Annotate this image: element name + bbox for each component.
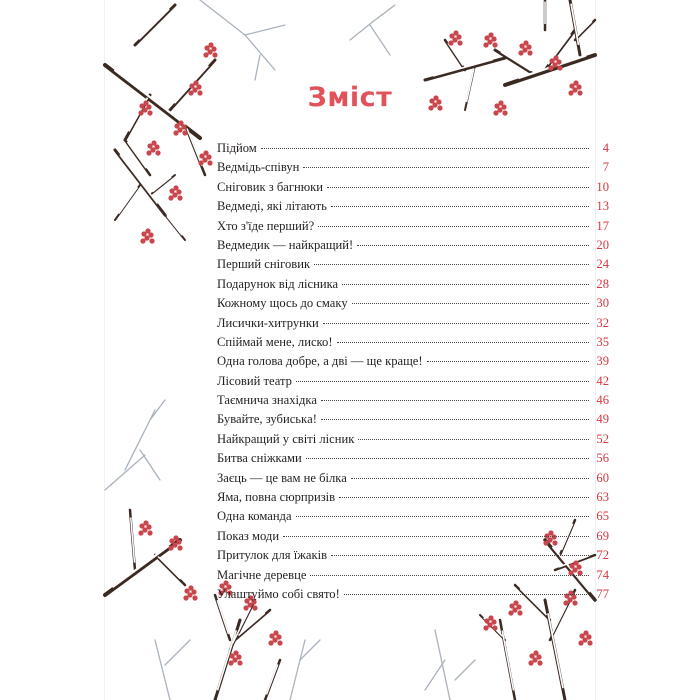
dot-leader — [339, 487, 589, 498]
snow-cap — [502, 631, 513, 691]
pale-twig — [435, 630, 450, 700]
berry — [151, 140, 156, 145]
snow-cap — [433, 60, 493, 77]
dot-leader — [261, 138, 589, 149]
toc-entry-page-number: 32 — [596, 315, 609, 330]
berry — [488, 32, 493, 37]
toc-entry-title: Одна команда — [217, 509, 292, 524]
dot-leader — [327, 177, 589, 188]
toc-entry-page-number: 17 — [596, 218, 609, 233]
berry — [273, 630, 278, 635]
toc-entry-title: Таємнича знахідка — [217, 393, 317, 408]
berry — [488, 615, 493, 620]
berry — [508, 610, 513, 615]
toc-entry-page-number: 46 — [596, 393, 609, 408]
toc-entry-page-number: 49 — [596, 412, 609, 427]
snow-cap — [119, 187, 138, 213]
toc-entry-title: Спіймай мене, лиско! — [217, 334, 333, 349]
table-of-contents — [217, 141, 609, 606]
toc-entry-page-number: 28 — [596, 276, 609, 291]
pale-twig — [455, 660, 475, 680]
branch — [155, 555, 185, 585]
pale-twig — [255, 55, 260, 80]
dot-leader — [310, 565, 589, 576]
berry — [578, 640, 583, 645]
berry — [228, 660, 233, 665]
toc-entry-page-number: 69 — [596, 528, 609, 543]
snow-cap — [158, 557, 181, 580]
toc-entry-page-number: 52 — [596, 431, 609, 446]
berry — [527, 50, 532, 55]
toc-entry-title: Одна голова добре, а дві — ще краще! — [217, 354, 423, 369]
toc-entry-title: Бувайте, зубиськa! — [217, 412, 317, 427]
berry — [533, 650, 538, 655]
berry — [537, 660, 542, 665]
snow-cap — [113, 546, 169, 587]
toc-entry-title: Битва сніжками — [217, 451, 302, 466]
berry — [155, 150, 160, 155]
berry — [453, 30, 458, 35]
berry — [149, 238, 154, 243]
berry — [557, 65, 562, 70]
toc-entry-title: Яма, повна сюрпризів — [217, 490, 336, 505]
berry — [177, 545, 182, 550]
toc-entry-title: Ведмідь-співун — [217, 160, 300, 175]
toc-entry-title: Лісовий театр — [217, 373, 292, 388]
berry — [523, 40, 528, 45]
pale-twig — [370, 25, 390, 55]
pale-twig — [200, 0, 245, 35]
berry — [188, 585, 193, 590]
berry — [268, 640, 273, 645]
dot-leader — [331, 196, 589, 207]
dot-leader — [318, 216, 589, 227]
toc-entry-page-number: 42 — [596, 373, 609, 388]
pale-twig — [290, 640, 305, 700]
dot-leader — [321, 409, 589, 420]
branch — [135, 5, 175, 45]
toc-entry-page-number: 77 — [596, 586, 609, 601]
toc-entry-page-number: 63 — [596, 490, 609, 505]
snow-cap — [233, 606, 252, 644]
toc-entry-page-number: 74 — [596, 567, 609, 582]
dot-leader — [296, 506, 589, 517]
pale-twig — [150, 400, 165, 420]
toc-entry-page-number: 30 — [596, 296, 609, 311]
toc-entry-page-number: 72 — [596, 548, 609, 563]
berry — [492, 625, 497, 630]
toc-entry-title: Сніговик з багнюки — [217, 179, 324, 194]
toc-entry-page-number: 60 — [596, 470, 609, 485]
toc-entry-title: Підйом — [217, 141, 257, 155]
snow-cap — [577, 22, 592, 37]
berry — [182, 130, 187, 135]
berry — [207, 160, 212, 165]
dot-leader — [427, 351, 589, 362]
berry — [138, 530, 143, 535]
toc-entry-title: Хто з'їде перший? — [217, 218, 315, 233]
dot-leader — [358, 429, 589, 440]
toc-entry-title: Перший сніговик — [217, 257, 311, 272]
berry — [518, 50, 523, 55]
dot-leader — [314, 254, 589, 265]
pale-twig — [375, 5, 395, 20]
dot-leader — [357, 235, 589, 246]
berry — [457, 40, 462, 45]
berry — [553, 55, 558, 60]
toc-entry-title: Притулок для їжаків — [217, 548, 328, 563]
berry — [147, 530, 152, 535]
toc-entry-page-number: 24 — [596, 257, 609, 272]
snow-cap — [448, 43, 463, 66]
berry — [183, 595, 188, 600]
pale-twig — [245, 35, 275, 70]
dot-leader — [323, 313, 589, 324]
toc-entry-title: Лисички-хитрунки — [217, 315, 319, 330]
book-page — [105, 0, 609, 700]
berry — [528, 660, 533, 665]
berry — [233, 650, 238, 655]
page-title: Зміст — [307, 82, 393, 113]
snow-cap — [267, 665, 278, 695]
toc-entry-page-number: 10 — [596, 179, 609, 194]
toc-entry-page-number: 13 — [596, 199, 609, 214]
toc-entry — [217, 587, 609, 606]
toc-entry-title: Кожному щось до смаку — [217, 296, 348, 311]
berry — [448, 40, 453, 45]
toc-entry-title: Заєць — це вам не білка — [217, 470, 347, 485]
dot-leader — [351, 468, 589, 479]
branch — [235, 610, 270, 640]
berry — [483, 42, 488, 47]
toc-entry-page-number: 56 — [596, 451, 609, 466]
berry — [198, 160, 203, 165]
berry — [143, 520, 148, 525]
berry — [483, 625, 488, 630]
pale-twig — [155, 640, 170, 700]
dot-leader — [321, 390, 589, 401]
berry — [146, 150, 151, 155]
snow-cap — [548, 613, 563, 688]
toc-entry-title: Улаштуймо собі свято! — [217, 586, 340, 601]
berry — [145, 228, 150, 233]
pale-twig — [140, 450, 160, 480]
toc-entry-title: Ведмеді, які літають — [217, 199, 327, 214]
toc-entry-title: Показ моди — [217, 528, 280, 543]
snow-cap — [167, 216, 182, 235]
snow-cap — [153, 177, 172, 192]
toc-entry-title: Найкращий у світі лісник — [217, 431, 355, 446]
berry — [168, 545, 173, 550]
berry — [168, 195, 173, 200]
branch — [575, 20, 595, 40]
toc-entry-page-number: 7 — [602, 160, 609, 175]
berry — [203, 150, 208, 155]
berry — [517, 610, 522, 615]
berry — [492, 42, 497, 47]
snow-cap — [139, 9, 169, 39]
toc-entry-page-number: 4 — [602, 141, 609, 155]
berry — [548, 65, 553, 70]
pale-twig — [245, 25, 285, 35]
dot-leader — [342, 274, 589, 285]
snow-cap — [501, 52, 531, 71]
snow-cap — [128, 142, 147, 168]
berry — [212, 52, 217, 57]
snow-cap — [120, 155, 158, 204]
toc-entry-page-number: 39 — [596, 354, 609, 369]
berry — [208, 42, 213, 47]
toc-entry-title: Подарунок від лісника — [217, 276, 339, 291]
berry — [277, 640, 282, 645]
toc-entry-title: Ведмедик — найкращий! — [217, 237, 354, 252]
pale-twig — [165, 640, 190, 665]
berry — [177, 195, 182, 200]
dot-leader — [352, 293, 589, 304]
pale-twig — [425, 660, 445, 690]
toc-entry-page-number: 35 — [596, 334, 609, 349]
dot-leader — [331, 545, 589, 556]
toc-entry-title: Магічне деревце — [217, 567, 307, 582]
pale-twig — [350, 20, 375, 40]
berry — [587, 640, 592, 645]
berry — [583, 630, 588, 635]
berry — [173, 185, 178, 190]
dot-leader — [306, 448, 589, 459]
berry — [237, 660, 242, 665]
berry — [173, 130, 178, 135]
berry — [140, 238, 145, 243]
dot-leader — [296, 371, 589, 382]
berry — [173, 535, 178, 540]
toc-entry-page-number: 65 — [596, 509, 609, 524]
pale-twig — [105, 455, 145, 490]
dot-leader — [283, 526, 589, 537]
dot-leader — [337, 332, 589, 343]
toc-entry-page-number: 20 — [596, 237, 609, 252]
berry — [203, 52, 208, 57]
dot-leader — [344, 584, 589, 595]
berry — [178, 120, 183, 125]
dot-leader — [303, 157, 589, 168]
berry — [192, 595, 197, 600]
